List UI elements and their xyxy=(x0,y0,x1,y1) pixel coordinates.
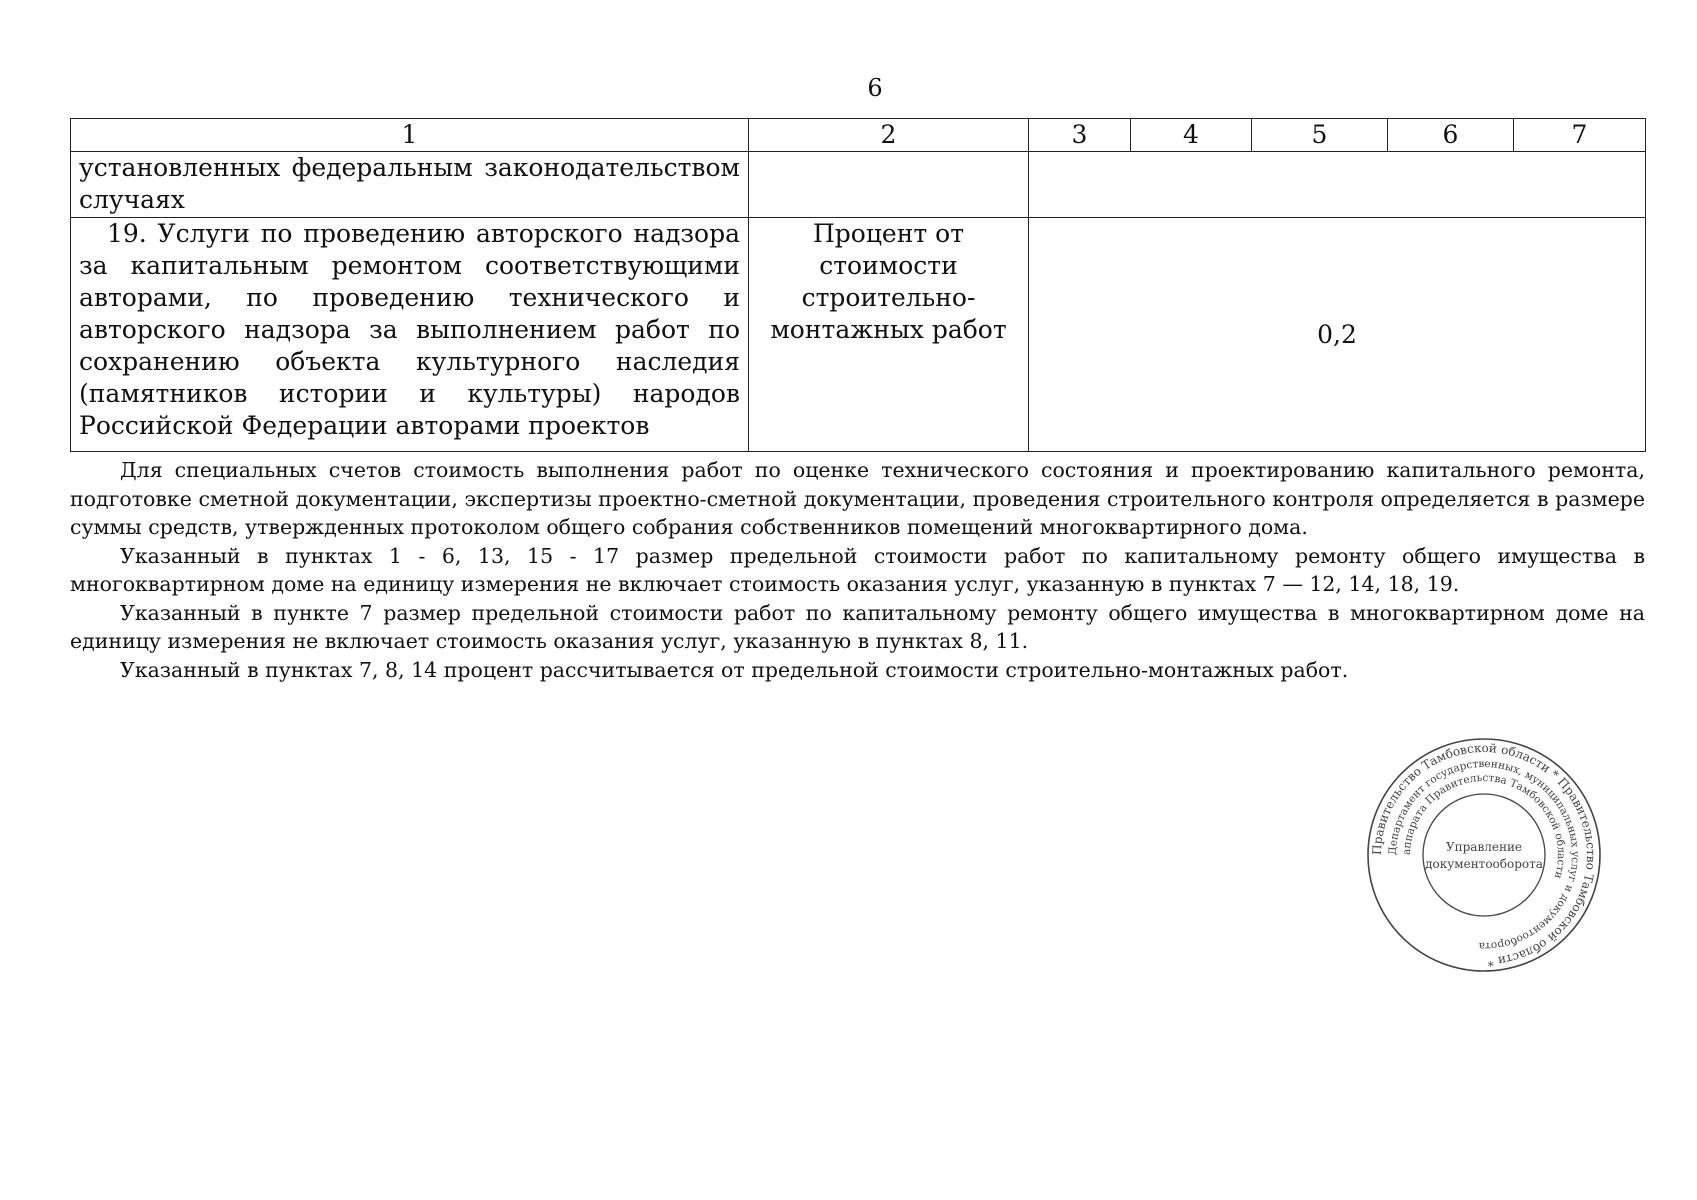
table-header-row xyxy=(71,119,1646,152)
column-header-5: 5 xyxy=(1252,119,1388,152)
limit-value-19: 0,2 xyxy=(1029,218,1646,452)
service-description-continued: установленных федеральным законодательством случаях xyxy=(71,152,749,218)
table-row-19 xyxy=(71,218,1646,452)
seal-inner-ring xyxy=(1423,794,1545,916)
official-seal-stamp xyxy=(1364,735,1604,975)
column-header-4: 4 xyxy=(1131,119,1252,152)
column-header-6: 6 xyxy=(1388,119,1514,152)
seal-center-line-2: документооборота xyxy=(1425,857,1543,871)
seal-middle-text: Департамент государственных, муниципальных услуг и документооборота xyxy=(1386,757,1582,953)
note-paragraph: Указанный в пунктах 1 - 6, 13, 15 - 17 размер предельной стоимости работ по капитальному ремонту общего имущества в многоквартирном доме на единицу измерения не включает стоимость оказания услуг, указанную в пунктах 7 — 12, 14, 18, 19. xyxy=(70,543,1645,596)
column-header-2: 2 xyxy=(749,119,1029,152)
note-paragraph: Указанный в пунктах 7, 8, 14 процент рассчитывается от предельной стоимости строительно-монтажных работ. xyxy=(120,657,1349,682)
unit-cell-empty xyxy=(749,152,1029,218)
seal-inner-text: аппарата Правительства Тамбовской области xyxy=(1400,771,1568,880)
column-header-1: 1 xyxy=(71,119,749,152)
notes-section xyxy=(70,456,1645,684)
note-paragraph: Указанный в пункте 7 размер предельной стоимости работ по капитальному ремонту общего имущества в многоквартирном доме на единицу измерения не включает стоимость оказания услуг, указанную в пунктах 8, 11. xyxy=(70,600,1645,653)
seal-center-line-1: Управление xyxy=(1445,840,1523,854)
unit-of-measure-19: Процент от стоимости строительно-монтажных работ xyxy=(749,218,1029,452)
column-header-7: 7 xyxy=(1514,119,1646,152)
table-row-continued xyxy=(71,152,1646,218)
seal-outer-text: Правительство Тамбовской области * Правительство Тамбовской области * xyxy=(1369,740,1599,969)
svg-text:Департамент государственных, м xyxy=(1387,758,1581,952)
cost-table xyxy=(70,118,1646,452)
column-header-3: 3 xyxy=(1029,119,1131,152)
service-description-19: 19. Услуги по проведению авторского надзора за капитальным ремонтом соответствующими авторами, по проведению технического и авторского надзора за выполнением работ по сохранению объекта культурного наследия (памятников истории и культуры) народов Российской Федерации авторами проектов xyxy=(71,218,749,452)
page-number: 6 xyxy=(867,74,883,102)
value-cell-empty xyxy=(1029,152,1646,218)
note-paragraph: Для специальных счетов стоимость выполнения работ по оценке технического состояния и проектированию капитального ремонта, подготовке сметной документации, экспертизы проектно-сметной документации, проведения строительного контроля определяется в размере суммы средств, утвержденных протоколом общего собрания собственников помещений многоквартирного дома. xyxy=(70,458,1645,539)
